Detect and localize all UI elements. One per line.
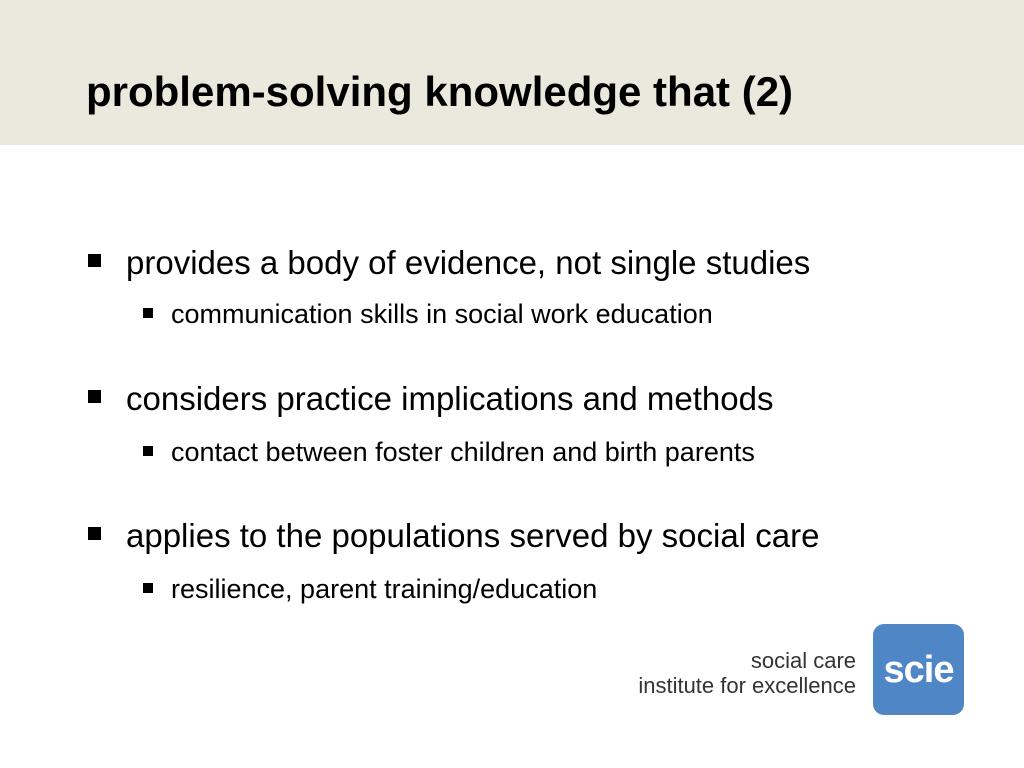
- bullet-text: considers practice implications and methods: [126, 380, 774, 417]
- bullet-text: provides a body of evidence, not single studies: [126, 244, 811, 281]
- bullet-text: applies to the populations served by social care: [126, 517, 820, 554]
- sub-bullet-text: contact between foster children and birth parents: [171, 437, 755, 467]
- sub-bullet-text: communication skills in social work education: [171, 299, 713, 329]
- square-bullet-icon: [143, 446, 153, 456]
- square-bullet-icon: [88, 390, 101, 403]
- sub-bullet-text: resilience, parent training/education: [171, 574, 598, 604]
- square-bullet-icon: [88, 254, 101, 267]
- logo-text-line2: institute for excellence: [638, 673, 856, 698]
- square-bullet-icon: [143, 583, 153, 593]
- square-bullet-icon: [88, 527, 101, 540]
- logo-mark: scie: [883, 648, 954, 691]
- logo-text-line1: social care: [750, 648, 856, 673]
- scie-logo-icon: [873, 624, 964, 715]
- slide-title: problem-solving knowledge that (2): [86, 68, 794, 115]
- square-bullet-icon: [143, 308, 153, 318]
